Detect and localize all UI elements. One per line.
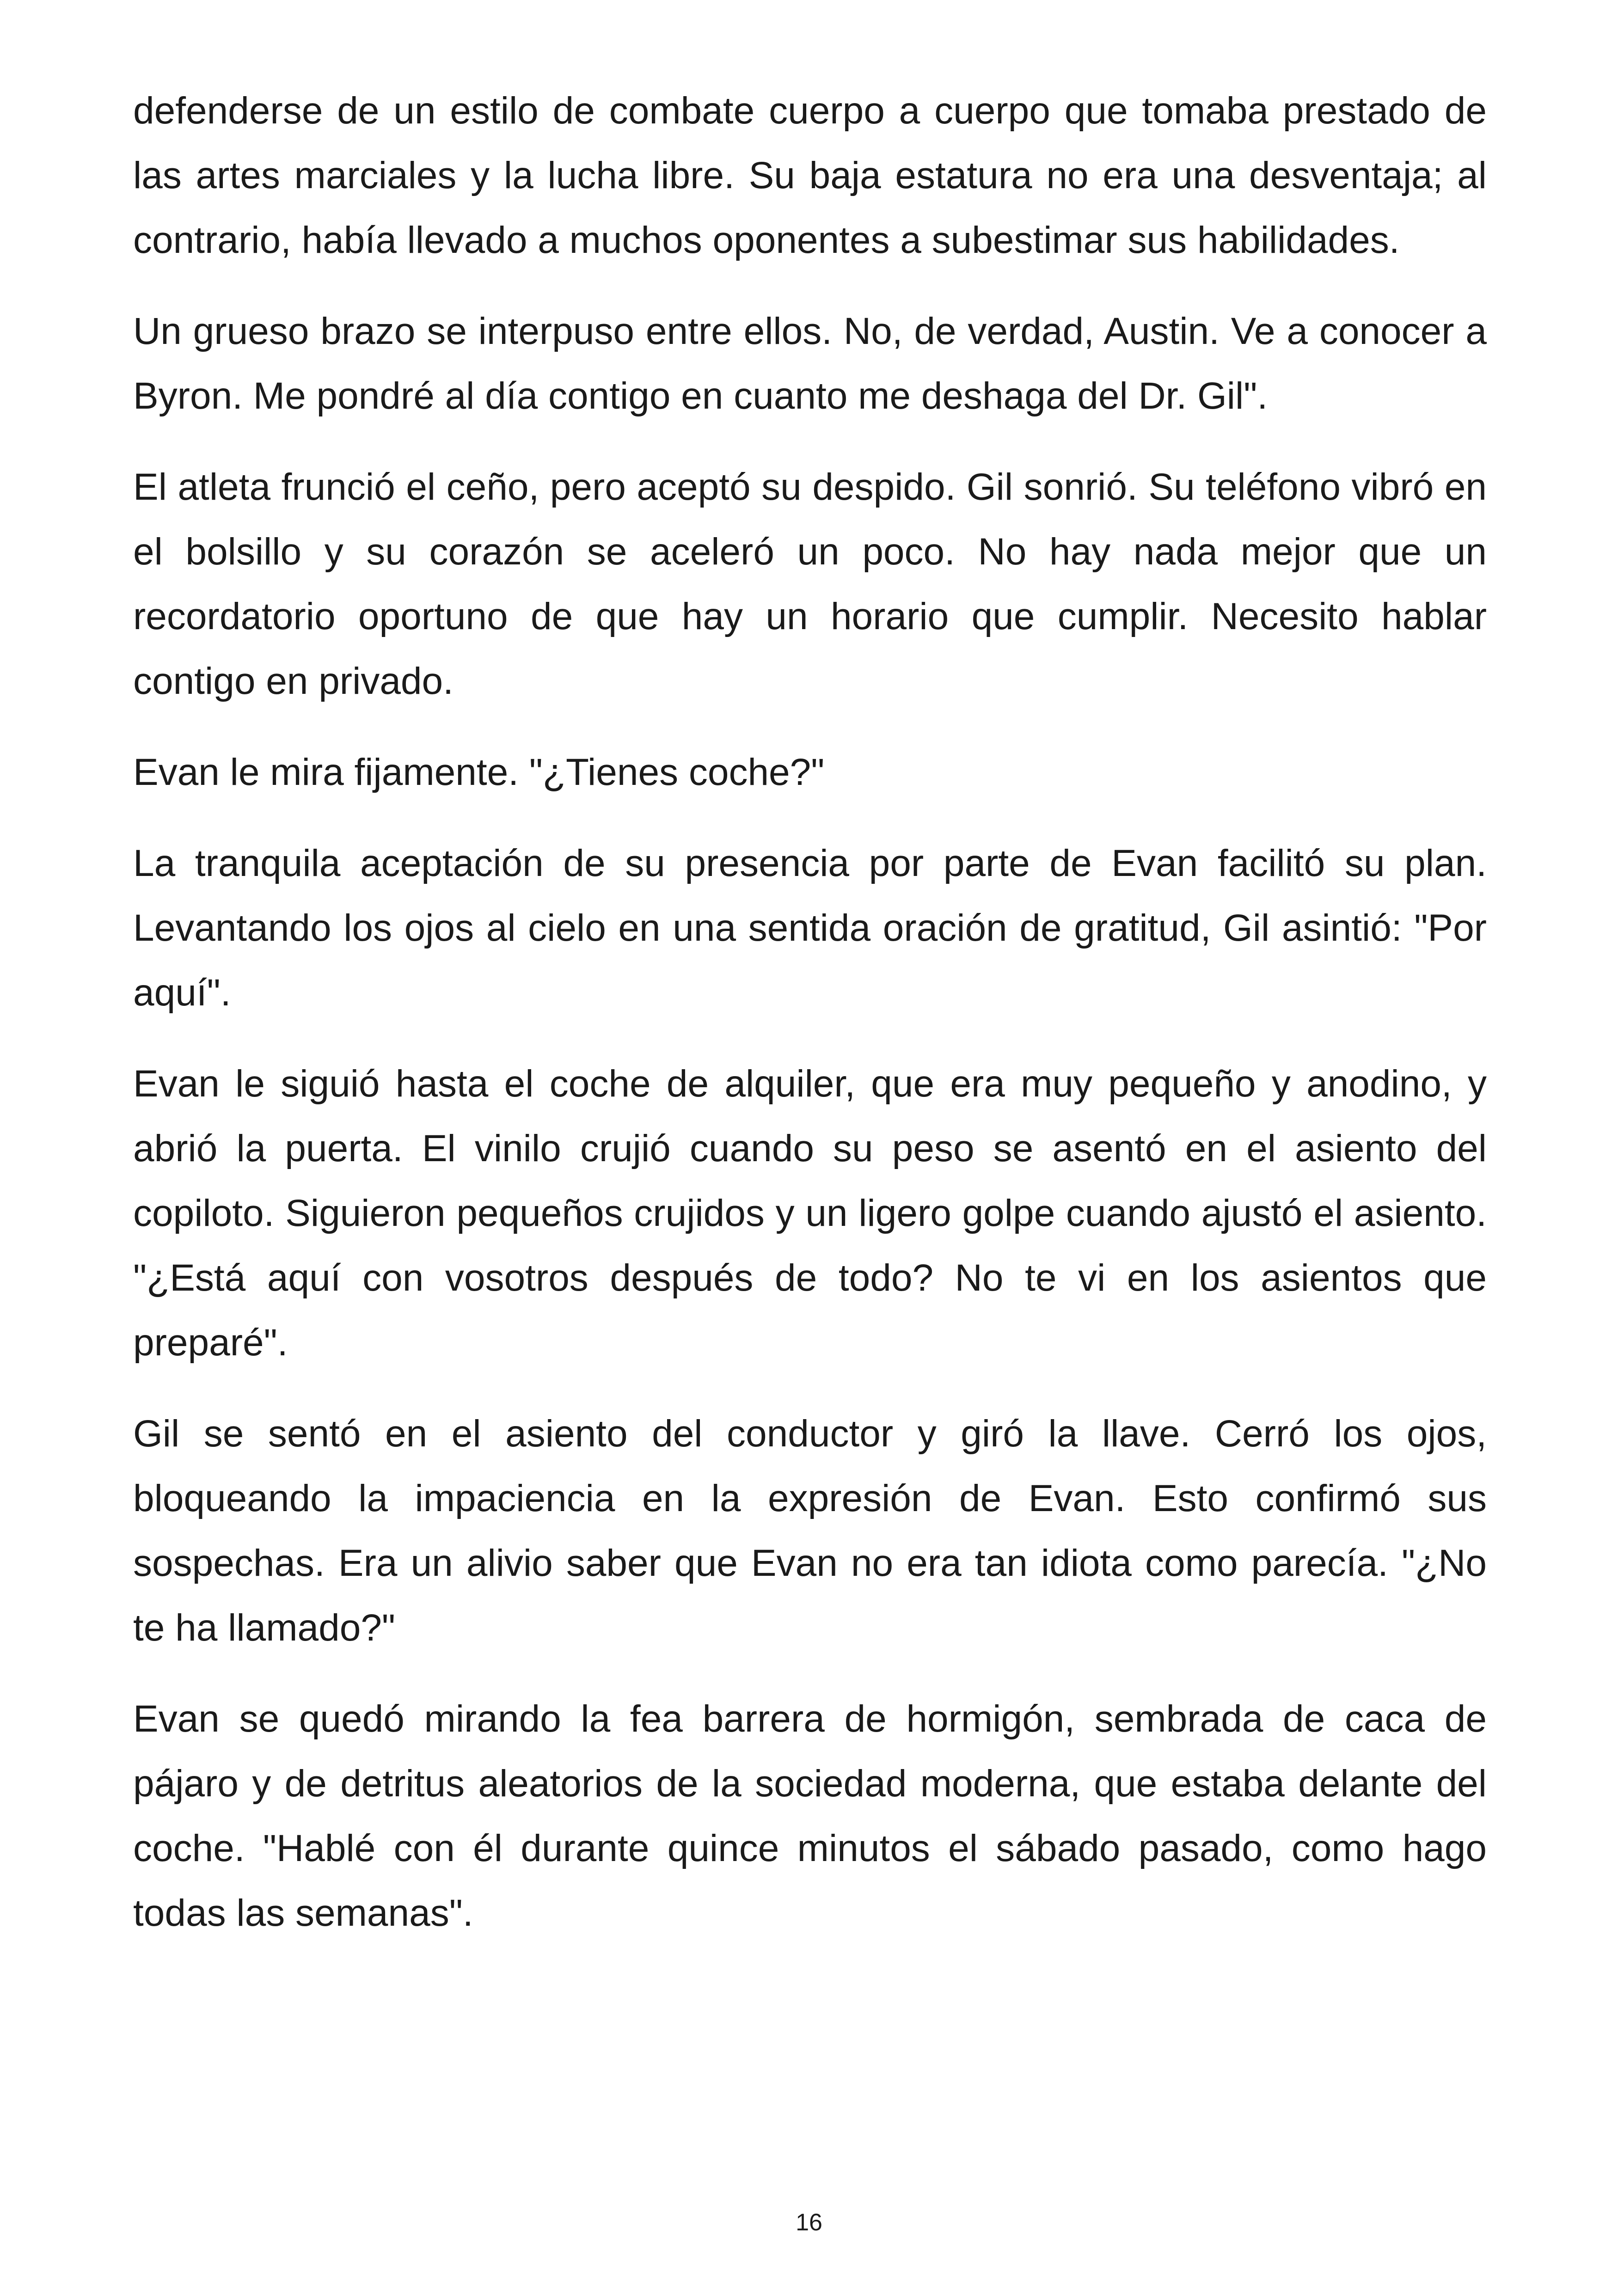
page-number: 16 bbox=[796, 2209, 822, 2236]
paragraph-3: El atleta frunció el ceño, pero aceptó su despido. Gil sonrió. Su teléfono vibró en el bolsillo y su corazón se aceleró un poco. No hay nada mejor que un recordatorio oportuno de que hay un horario que cumplir. Necesito hablar contigo en privado. bbox=[133, 466, 1487, 702]
paragraph-4: Evan le mira fijamente. "¿Tienes coche?" bbox=[133, 751, 825, 793]
body-text bbox=[133, 79, 1487, 1972]
paragraph-7: Gil se sentó en el asiento del conductor y giró la llave. Cerró los ojos, bloqueando la impaciencia en la expresión de Evan. Esto confirmó sus sospechas. Era un alivio saber que Evan no era tan idiota como parecía. "¿No te ha llamado?" bbox=[133, 1413, 1487, 1649]
paragraph-5: La tranquila aceptación de su presencia por parte de Evan facilitó su plan. Levantando los ojos al cielo en una sentida oración de gratitud, Gil asintió: "Por aquí". bbox=[133, 842, 1487, 1014]
paragraph-8: Evan se quedó mirando la fea barrera de hormigón, sembrada de caca de pájaro y de detritus aleatorios de la sociedad moderna, que estaba delante del coche. "Hablé con él durante quince minutos el sábado pasado, como hago todas las semanas". bbox=[133, 1698, 1487, 1934]
paragraph-1: defenderse de un estilo de combate cuerpo a cuerpo que tomaba prestado de las artes marciales y la lucha libre. Su baja estatura no era una desventaja; al contrario, había llevado a muchos oponentes a subestimar sus habilidades. bbox=[133, 90, 1487, 261]
paragraph-6: Evan le siguió hasta el coche de alquiler, que era muy pequeño y anodino, y abrió la puerta. El vinilo crujió cuando su peso se asentó en el asiento del copiloto. Siguieron pequeños crujidos y un ligero golpe cuando ajustó el asiento. "¿Está aquí con vosotros después de todo? No te vi en los asientos que preparé". bbox=[133, 1063, 1487, 1364]
paragraph-2: Un grueso brazo se interpuso entre ellos. No, de verdad, Austin. Ve a conocer a Byron. Me pondré al día contigo en cuanto me deshaga del Dr. Gil". bbox=[133, 310, 1487, 417]
